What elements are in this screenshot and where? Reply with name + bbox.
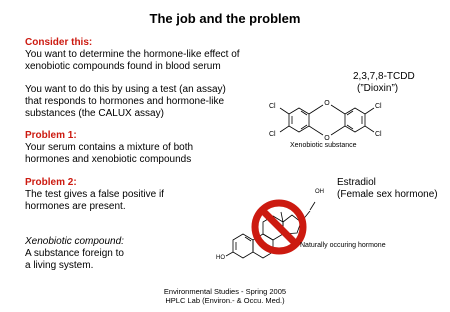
estradiol-oh: OH xyxy=(315,189,324,195)
estradiol-name: Estradiol xyxy=(337,177,376,188)
dioxin-cl-4: Cl xyxy=(375,131,382,138)
dioxin-caption: Xenobiotic substance xyxy=(290,142,357,149)
dioxin-structure xyxy=(263,90,403,150)
test-line-1: You want to do this by using a test (an assay) xyxy=(25,84,226,95)
estradiol-ho: HO xyxy=(216,255,225,261)
estradiol-alias: (Female sex hormone) xyxy=(337,189,438,200)
problem2-line-2: hormones are present. xyxy=(25,201,126,212)
consider-line-1: You want to determine the hormone-like effect of xyxy=(25,49,240,60)
dioxin-name: 2,3,7,8-TCDD xyxy=(353,71,415,82)
dioxin-cl-2: Cl xyxy=(269,131,276,138)
dioxin-oxygen-top: O xyxy=(324,100,330,107)
problem1-heading: Problem 1: xyxy=(25,130,77,141)
xeno-heading: Xenobiotic compound: xyxy=(25,236,124,247)
xeno-line-2: a living system. xyxy=(25,260,94,271)
test-line-2: that responds to hormones and hormone-like xyxy=(25,96,225,107)
dioxin-oxygen-bottom: O xyxy=(324,135,330,142)
xeno-line-1: A substance foreign to xyxy=(25,248,124,259)
footer-line-1: Environmental Studies - Spring 2005 xyxy=(163,287,287,296)
problem1-line-2: hormones and xenobiotic compounds xyxy=(25,154,192,165)
dioxin-cl-3: Cl xyxy=(375,103,382,110)
dioxin-cl-1: Cl xyxy=(269,103,276,110)
slide-title: The job and the problem xyxy=(149,11,301,26)
test-line-3: substances (the CALUX assay) xyxy=(25,108,164,119)
consider-heading: Consider this: xyxy=(25,37,93,48)
problem1-line-1: Your serum contains a mixture of both xyxy=(25,142,194,153)
footer xyxy=(0,287,450,305)
consider-line-2: xenobiotic compounds found in blood serum xyxy=(25,61,221,72)
estradiol-caption: Naturally occuring hormone xyxy=(300,242,386,249)
problem2-heading: Problem 2: xyxy=(25,177,77,188)
problem2-line-1: The test gives a false positive if xyxy=(25,189,164,200)
footer-line-2: HPLC Lab (Environ.- & Occu. Med.) xyxy=(165,296,285,305)
dioxin-alias: (”Dioxin”) xyxy=(357,83,399,94)
